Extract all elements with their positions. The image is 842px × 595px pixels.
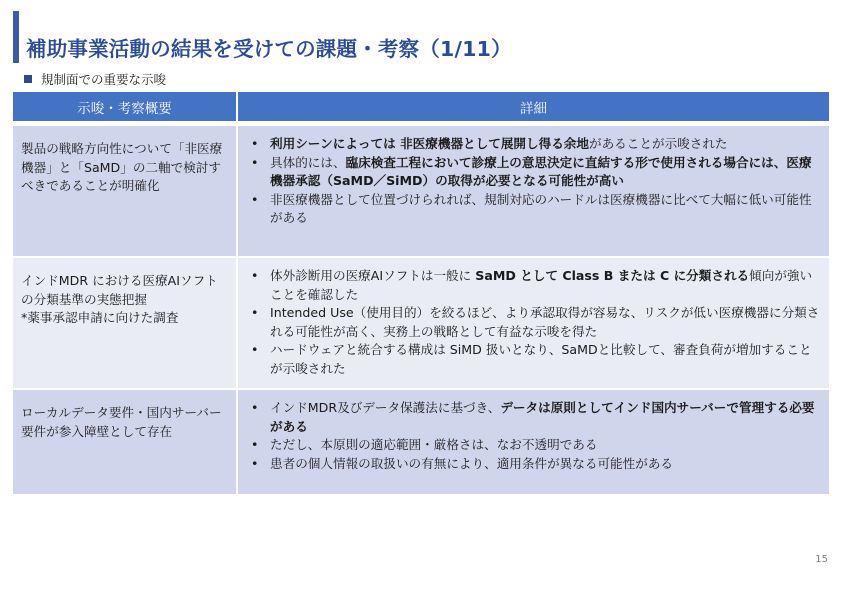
title-accent-bar (13, 11, 19, 63)
list-item (249, 399, 823, 436)
text: があることが示唆された (588, 136, 728, 151)
row-details (237, 258, 829, 388)
row-details (237, 126, 829, 256)
summary-text: 製品の戦略方向性について「非医療機器」と「SaMD」の二軸で検討すべきであることが明確化 (21, 141, 223, 193)
table-row (13, 126, 829, 256)
row-summary (13, 390, 237, 494)
text: 体外診断用の医療AIソフトは一般に (270, 268, 476, 283)
table-row (13, 390, 829, 494)
bold-text: データは原則としてインド国内サーバーで管理する必要がある (270, 400, 815, 434)
text: 傾向が強いことを確認した (270, 268, 813, 302)
section-subtitle (24, 70, 166, 88)
bold-text: 臨床検査工程において診療上の意思決定に直結する形で使用される場合には、医療機器承認（SaMD／SiMD）の取得が必要となる可能性が高い (270, 154, 812, 188)
detail-bullet-list (249, 135, 823, 228)
text: ただし、本原則の適応範囲・厳格さは、なお不透明である (270, 437, 598, 452)
subtitle-text: 規制面での重要な示唆 (41, 72, 167, 87)
table-row (13, 258, 829, 388)
list-item (249, 341, 823, 378)
list-item (249, 191, 823, 228)
list-item (249, 304, 823, 341)
row-summary (13, 258, 237, 388)
list-item (249, 436, 823, 455)
bold-text: SaMD として Class B または C に分類される (475, 268, 750, 283)
findings-table (13, 92, 829, 494)
table-header-row (13, 92, 829, 121)
text: 患者の個人情報の取扱いの有無により、適用条件が異なる可能性がある (270, 455, 673, 471)
text: インドMDR及びデータ保護法に基づき、 (270, 400, 501, 415)
text: ハードウェアと統合する構成は SiMD 扱いとなり、SaMDと比較して、審査負荷が増加することが示唆された (270, 342, 812, 376)
column-header-detail: 詳細 (237, 92, 829, 121)
list-item (249, 267, 823, 304)
page-number: 15 (815, 554, 828, 565)
column-header-summary: 示唆・考察概要 (13, 92, 237, 121)
text: Intended Use（使用目的）を絞るほど、より承認取得が容易な、リスクが低い医療機器に分類される可能性が高く、実務上の戦略として有益な示唆を得た (270, 305, 820, 339)
list-item (249, 154, 823, 191)
row-details (237, 390, 829, 494)
square-bullet-icon (24, 75, 32, 83)
bold-text: 利用シーンによっては 非医療機器として展開し得る余地 (270, 136, 589, 151)
detail-bullet-list (249, 267, 823, 378)
summary-text: ローカルデータ要件・国内サーバー要件が参入障壁として存在 (21, 405, 222, 439)
summary-text: インドMDR における医療AIソフトの分類基準の実態把握 (21, 273, 218, 307)
list-item (249, 135, 823, 154)
summary-text: *薬事承認申請に向けた調査 (21, 310, 179, 325)
text: 具体的には、 (270, 154, 346, 170)
row-summary (13, 126, 237, 256)
page-title: 補助事業活動の結果を受けての課題・考察（1/11） (26, 37, 512, 61)
detail-bullet-list (249, 399, 823, 473)
list-item (249, 455, 823, 474)
text: 非医療機器として位置づけられれば、規制対応のハードルは医療機器に比べて大幅に低い可能性がある (270, 191, 812, 225)
